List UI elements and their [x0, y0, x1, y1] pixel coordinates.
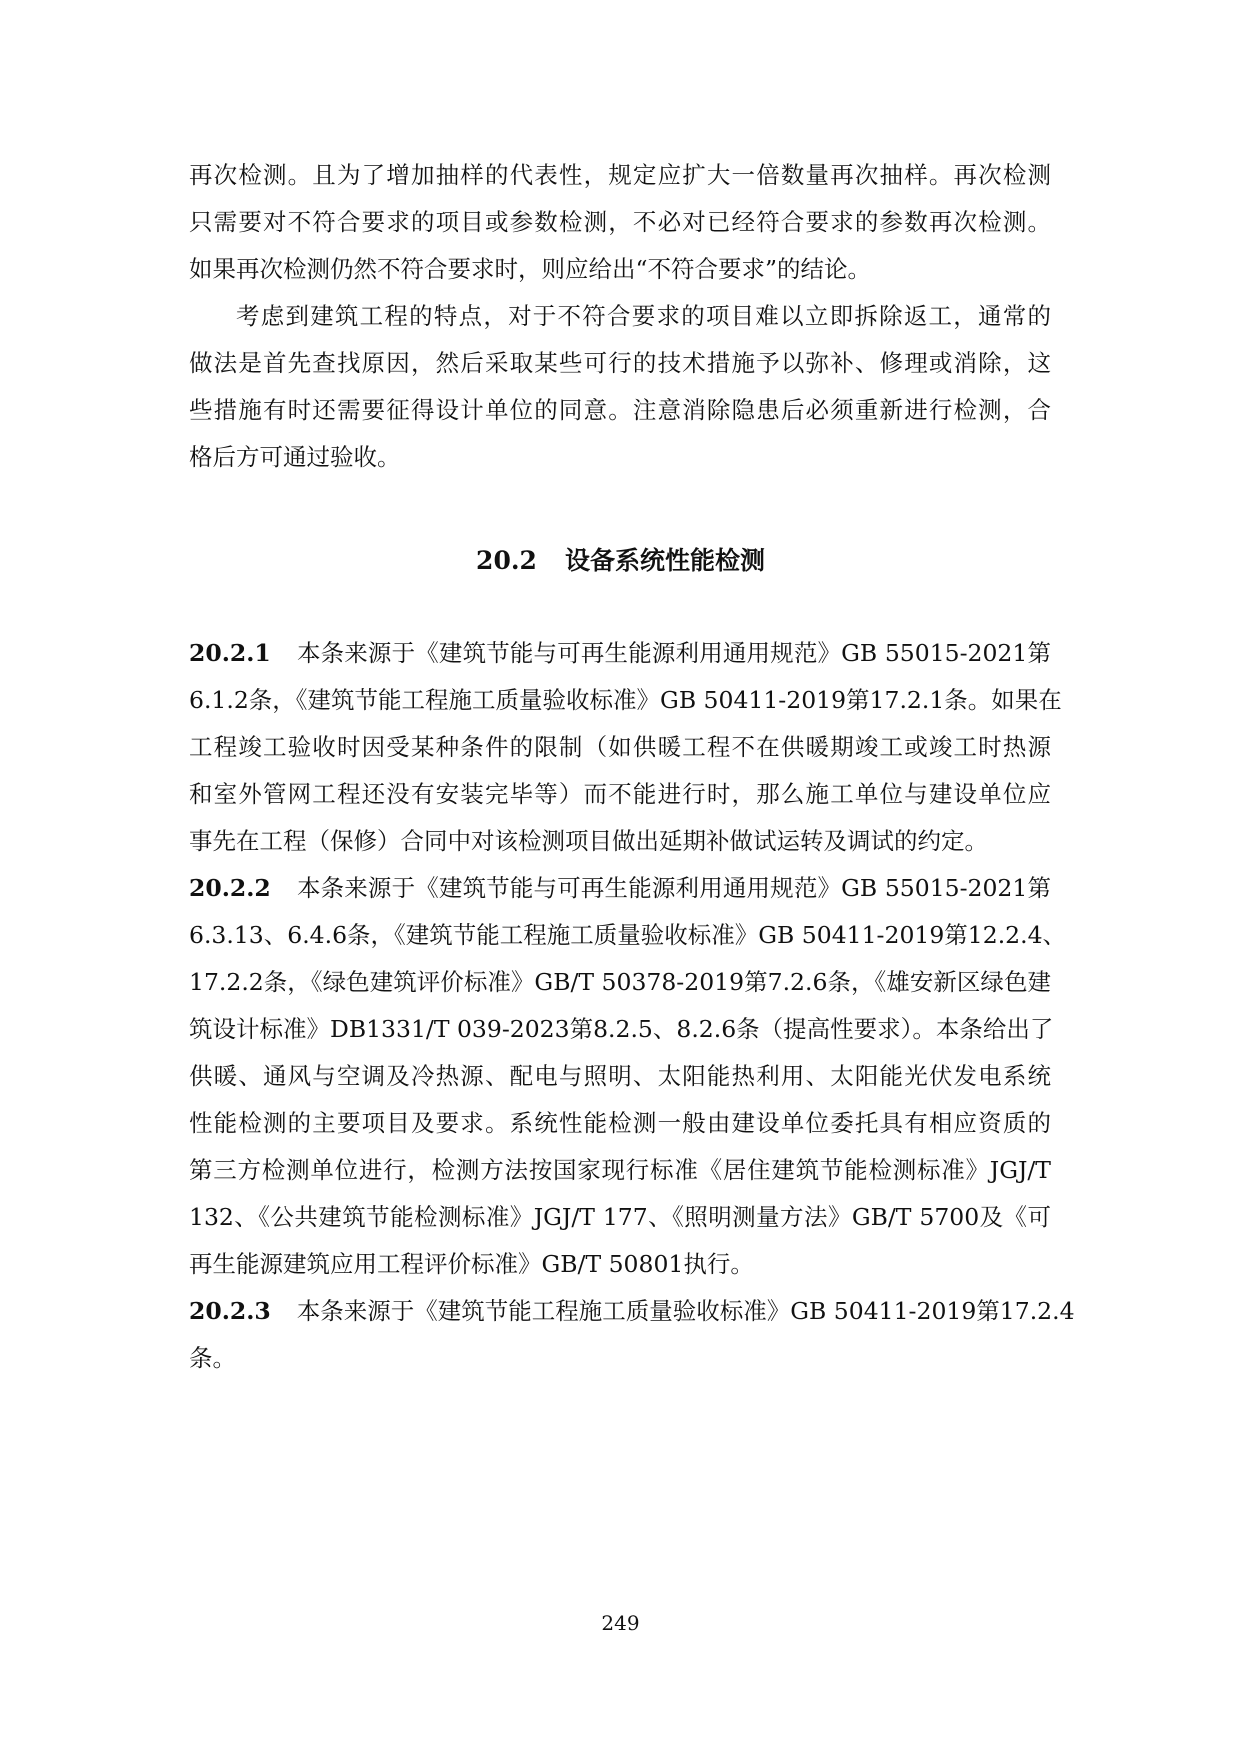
text-line: 做法是首先查找原因，然后采取某些可行的技术措施予以弥补、修理或消除，这	[189, 349, 1051, 377]
text-line: 工程竣工验收时因受某种条件的限制（如供暖工程不在供暖期竣工或竣工时热源	[189, 733, 1051, 761]
text-line: 供暖、通风与空调及冷热源、配电与照明、太阳能热利用、太阳能光伏发电系统	[189, 1062, 1051, 1090]
text-line: 17.2.2条，《绿色建筑评价标准》GB/T 50378-2019第7.2.6条，《雄安新区绿色建	[189, 968, 1051, 996]
clause-first-line	[189, 1288, 1075, 1335]
text-line: 格后方可通过验收。	[189, 443, 401, 471]
section-number: 20.2	[476, 546, 537, 575]
intro-text	[189, 152, 1051, 481]
clause-text: 本条来源于《建筑节能与可再生能源利用通用规范》GB 55015-2021第	[296, 874, 1051, 902]
section-heading	[0, 543, 1241, 579]
clause-number: 20.2.1	[189, 639, 271, 667]
text-line: 再生能源建筑应用工程评价标准》GB/T 50801执行。	[189, 1250, 754, 1278]
text-line: 第三方检测单位进行，检测方法按国家现行标准《居住建筑节能检测标准》JGJ/T	[189, 1156, 1051, 1184]
page-number: 249	[601, 1611, 640, 1635]
clause-first-line	[189, 630, 1051, 677]
text-line: 如果再次检测仍然不符合要求时，则应给出“不符合要求”的结论。	[189, 255, 872, 283]
clause-text: 本条来源于《建筑节能工程施工质量验收标准》GB 50411-2019第17.2.4	[296, 1297, 1075, 1325]
text-line: 条。	[189, 1344, 236, 1372]
text-line: 6.3.13、6.4.6条，《建筑节能工程施工质量验收标准》GB 50411-2019第12.2.4、	[189, 921, 1067, 949]
text-line: 只需要对不符合要求的项目或参数检测，不必对已经符合要求的参数再次检测。	[189, 208, 1051, 236]
text-line: 考虑到建筑工程的特点，对于不符合要求的项目难以立即拆除返工，通常的	[236, 302, 1051, 330]
text-line: 和室外管网工程还没有安装完毕等）而不能进行时，那么施工单位与建设单位应	[189, 780, 1051, 808]
text-line: 些措施有时还需要征得设计单位的同意。注意消除隐患后必须重新进行检测，合	[189, 396, 1051, 424]
clause-first-line	[189, 865, 1051, 912]
text-line: 132、《公共建筑节能检测标准》JGJ/T 177、《照明测量方法》GB/T 5700及《可	[189, 1203, 1051, 1231]
text-line: 性能检测的主要项目及要求。系统性能检测一般由建设单位委托具有相应资质的	[189, 1109, 1051, 1137]
clause-text: 本条来源于《建筑节能与可再生能源利用通用规范》GB 55015-2021第	[296, 639, 1051, 667]
section-title: 设备系统性能检测	[564, 546, 765, 575]
text-line: 事先在工程（保修）合同中对该检测项目做出延期补做试运转及调试的约定。	[189, 827, 988, 855]
text-line: 再次检测。且为了增加抽样的代表性，规定应扩大一倍数量再次抽样。再次检测	[189, 161, 1051, 189]
clause-number: 20.2.2	[189, 874, 271, 902]
clauses	[189, 630, 1075, 1382]
text-line: 6.1.2条，《建筑节能工程施工质量验收标准》GB 50411-2019第17.2.1条。如果在	[189, 686, 1062, 714]
text-line: 筑设计标准》DB1331/T 039-2023第8.2.5、8.2.6条（提高性要求）。本条给出了	[189, 1015, 1054, 1043]
clause-number: 20.2.3	[189, 1297, 271, 1325]
